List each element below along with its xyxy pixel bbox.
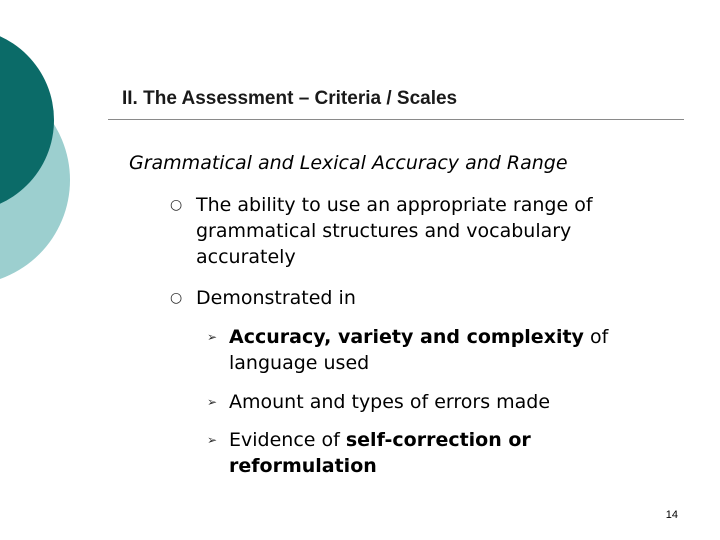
slide-subtitle: Grammatical and Lexical Accuracy and Range xyxy=(129,152,568,174)
arrowhead-bullet-icon: ➢ xyxy=(207,395,218,409)
sub-bullet-self-correction xyxy=(229,427,589,479)
sub-bullet-self-correction-bold: self-correction or reformulation xyxy=(229,429,531,477)
bullet-demonstrated-in: Demonstrated in xyxy=(196,287,356,309)
arrowhead-bullet-icon: ➢ xyxy=(207,330,218,344)
sub-bullet-self-correction-lead: Evidence of xyxy=(229,429,346,451)
slide-title: II. The Assessment – Criteria / Scales xyxy=(122,88,458,109)
sub-bullet-accuracy-bold: Accuracy, variety and complexity xyxy=(229,326,584,348)
bullet-ability: The ability to use an appropriate range of grammatical structures and vocabulary accurately xyxy=(196,194,593,268)
hollow-circle-bullet-icon: ○ xyxy=(170,197,183,213)
sub-bullet-accuracy xyxy=(229,324,679,376)
decorative-circles xyxy=(0,0,80,290)
sub-bullet-errors: Amount and types of errors made xyxy=(229,391,551,413)
page-number: 14 xyxy=(665,509,678,521)
hollow-circle-bullet-icon: ○ xyxy=(170,290,183,306)
sub-bullet-accuracy-rest: of language used xyxy=(229,326,609,374)
arrowhead-bullet-icon: ➢ xyxy=(207,433,218,447)
title-divider xyxy=(108,119,684,120)
